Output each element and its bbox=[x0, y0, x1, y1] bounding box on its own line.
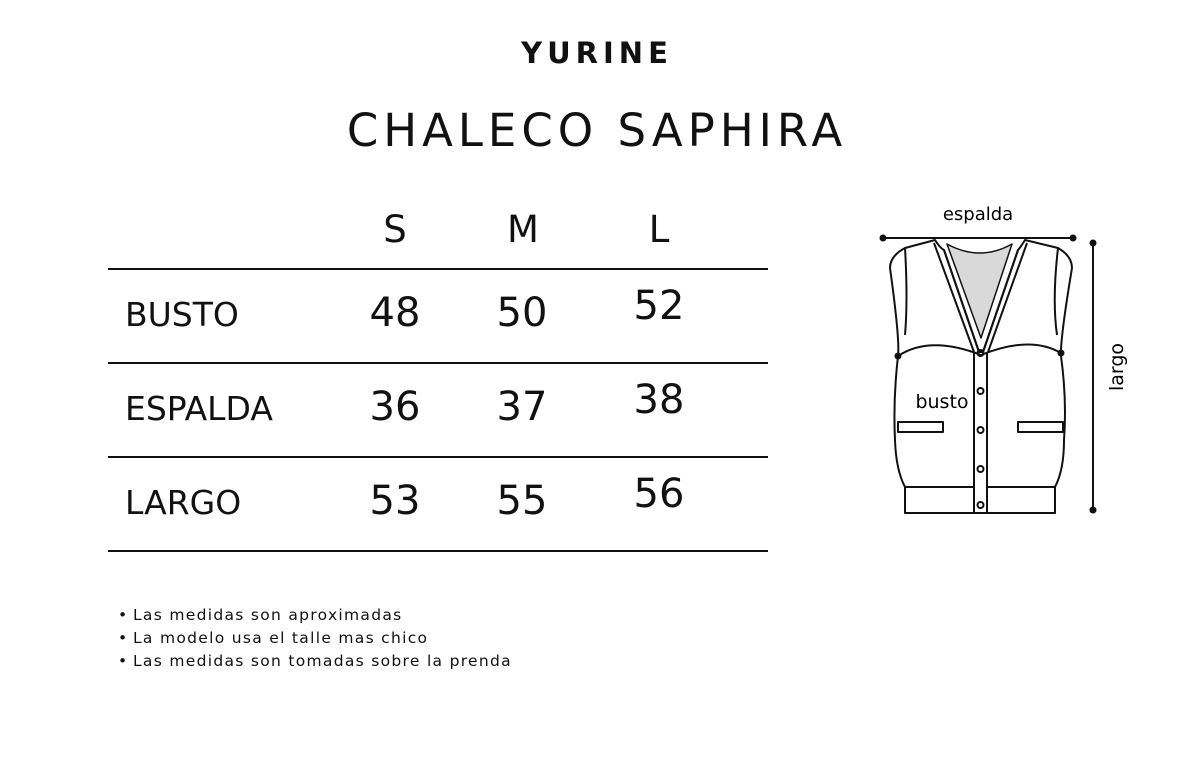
table-divider bbox=[108, 268, 768, 270]
cell-espalda-m: 37 bbox=[496, 384, 548, 430]
note-item: • Las medidas son aproximadas bbox=[118, 604, 512, 627]
cell-busto-l: 52 bbox=[633, 283, 685, 329]
cell-largo-m: 55 bbox=[496, 478, 548, 524]
product-title: CHALECO SAPHIRA bbox=[346, 104, 848, 157]
table-divider bbox=[108, 550, 768, 552]
size-header-s: S bbox=[383, 208, 407, 251]
row-label-busto: BUSTO bbox=[125, 295, 239, 334]
note-item: • La modelo usa el talle mas chico bbox=[118, 627, 512, 650]
vest-measurement-diagram bbox=[860, 190, 1150, 530]
label-largo: largo bbox=[1106, 342, 1128, 392]
cell-espalda-s: 36 bbox=[369, 384, 421, 430]
notes-list bbox=[118, 604, 512, 673]
cell-espalda-l: 38 bbox=[633, 377, 685, 423]
table-divider bbox=[108, 362, 768, 364]
cell-largo-l: 56 bbox=[633, 471, 685, 517]
cell-largo-s: 53 bbox=[369, 478, 421, 524]
brand-name: YURINE bbox=[521, 36, 673, 70]
size-header-l: L bbox=[648, 208, 670, 251]
cell-busto-s: 48 bbox=[369, 290, 421, 336]
label-espalda: espalda bbox=[942, 204, 1014, 225]
vest-illustration bbox=[890, 240, 1072, 513]
size-header-m: M bbox=[507, 208, 539, 251]
cell-busto-m: 50 bbox=[496, 290, 548, 336]
table-divider bbox=[108, 456, 768, 458]
label-busto: busto bbox=[915, 391, 969, 413]
note-item: • Las medidas son tomadas sobre la prenda bbox=[118, 650, 512, 673]
row-label-largo: LARGO bbox=[125, 483, 242, 522]
row-label-espalda: ESPALDA bbox=[125, 389, 273, 428]
